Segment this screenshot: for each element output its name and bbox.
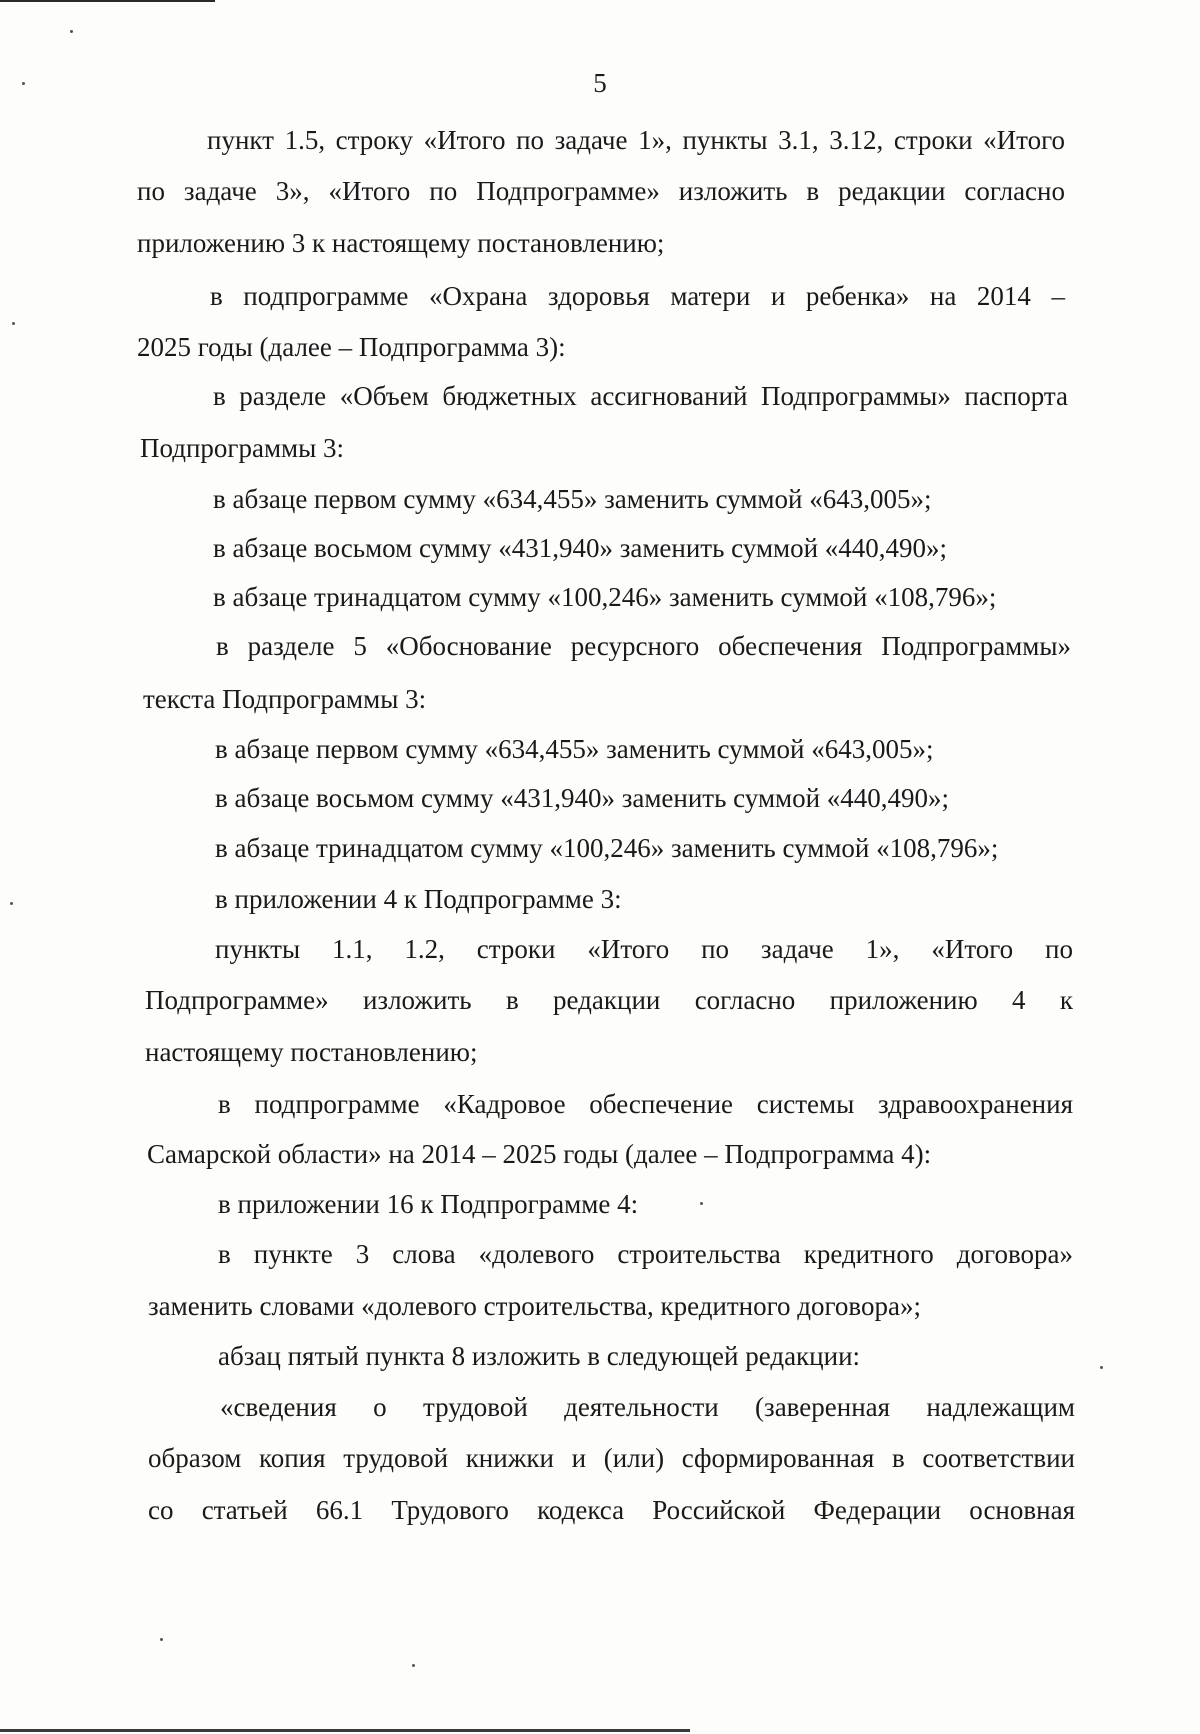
text-line: в разделе 5 «Обоснование ресурсного обеспечения Подпрограммы» bbox=[216, 631, 1071, 661]
text-line: настоящему постановлению; bbox=[145, 1037, 478, 1067]
scan-speck bbox=[700, 1202, 703, 1205]
text-line: в подпрограмме «Кадровое обеспечение системы здравоохранения bbox=[218, 1089, 1073, 1119]
text-line: заменить словами «долевого строительства, кредитного договора»; bbox=[148, 1291, 921, 1321]
scan-speck bbox=[10, 902, 13, 905]
text-line: в абзаце тринадцатом сумму «100,246» заменить суммой «108,796»; bbox=[215, 833, 999, 863]
text-line: в абзаце восьмом сумму «431,940» заменить суммой «440,490»; bbox=[215, 783, 950, 813]
text-line: Самарской области» на 2014 – 2025 годы (далее – Подпрограмма 4): bbox=[147, 1139, 932, 1169]
text-line: приложению 3 к настоящему постановлению; bbox=[137, 228, 665, 258]
text-line: образом копия трудовой книжки и (или) сформированная в соответствии bbox=[148, 1443, 1075, 1473]
text-line: в абзаце тринадцатом сумму «100,246» заменить суммой «108,796»; bbox=[213, 582, 997, 612]
text-line: в приложении 16 к Подпрограмме 4: bbox=[218, 1189, 639, 1219]
scan-speck bbox=[22, 82, 25, 85]
text-line: со статьей 66.1 Трудового кодекса Российской Федерации основная bbox=[148, 1495, 1075, 1525]
text-line: в разделе «Объем бюджетных ассигнований Подпрограммы» паспорта bbox=[213, 381, 1068, 411]
text-line: 2025 годы (далее – Подпрограмма 3): bbox=[137, 332, 566, 362]
text-line: в приложении 4 к Подпрограмме 3: bbox=[215, 884, 622, 914]
text-line: текста Подпрограммы 3: bbox=[143, 684, 427, 714]
bottom-scan-edge bbox=[0, 1729, 690, 1732]
text-line: пункты 1.1, 1.2, строки «Итого по задаче 1», «Итого по bbox=[215, 934, 1073, 964]
text-line: Подпрограммы 3: bbox=[140, 433, 345, 463]
text-line: в абзаце первом сумму «634,455» заменить суммой «643,005»; bbox=[215, 734, 934, 764]
scan-speck bbox=[70, 30, 73, 33]
page-number: 5 bbox=[593, 68, 607, 98]
scan-speck bbox=[412, 1664, 415, 1667]
top-scan-edge bbox=[0, 0, 215, 2]
text-line: абзац пятый пункта 8 изложить в следующей редакции: bbox=[218, 1341, 861, 1371]
text-line: Подпрограмме» изложить в редакции согласно приложению 4 к bbox=[145, 985, 1073, 1015]
text-line: в подпрограмме «Охрана здоровья матери и ребенка» на 2014 – bbox=[210, 281, 1065, 311]
text-line: «сведения о трудовой деятельности (заверенная надлежащим bbox=[220, 1392, 1075, 1422]
text-line: в абзаце первом сумму «634,455» заменить суммой «643,005»; bbox=[213, 484, 932, 514]
text-line: в абзаце восьмом сумму «431,940» заменить суммой «440,490»; bbox=[213, 533, 948, 563]
scan-speck bbox=[1100, 1366, 1103, 1369]
text-line: в пункте 3 слова «долевого строительства кредитного договора» bbox=[218, 1239, 1073, 1269]
scan-speck bbox=[12, 322, 15, 325]
text-line: пункт 1.5, строку «Итого по задаче 1», пункты 3.1, 3.12, строки «Итого bbox=[207, 125, 1065, 155]
text-line: по задаче 3», «Итого по Подпрограмме» изложить в редакции согласно bbox=[137, 176, 1065, 206]
scan-speck bbox=[160, 1638, 163, 1641]
